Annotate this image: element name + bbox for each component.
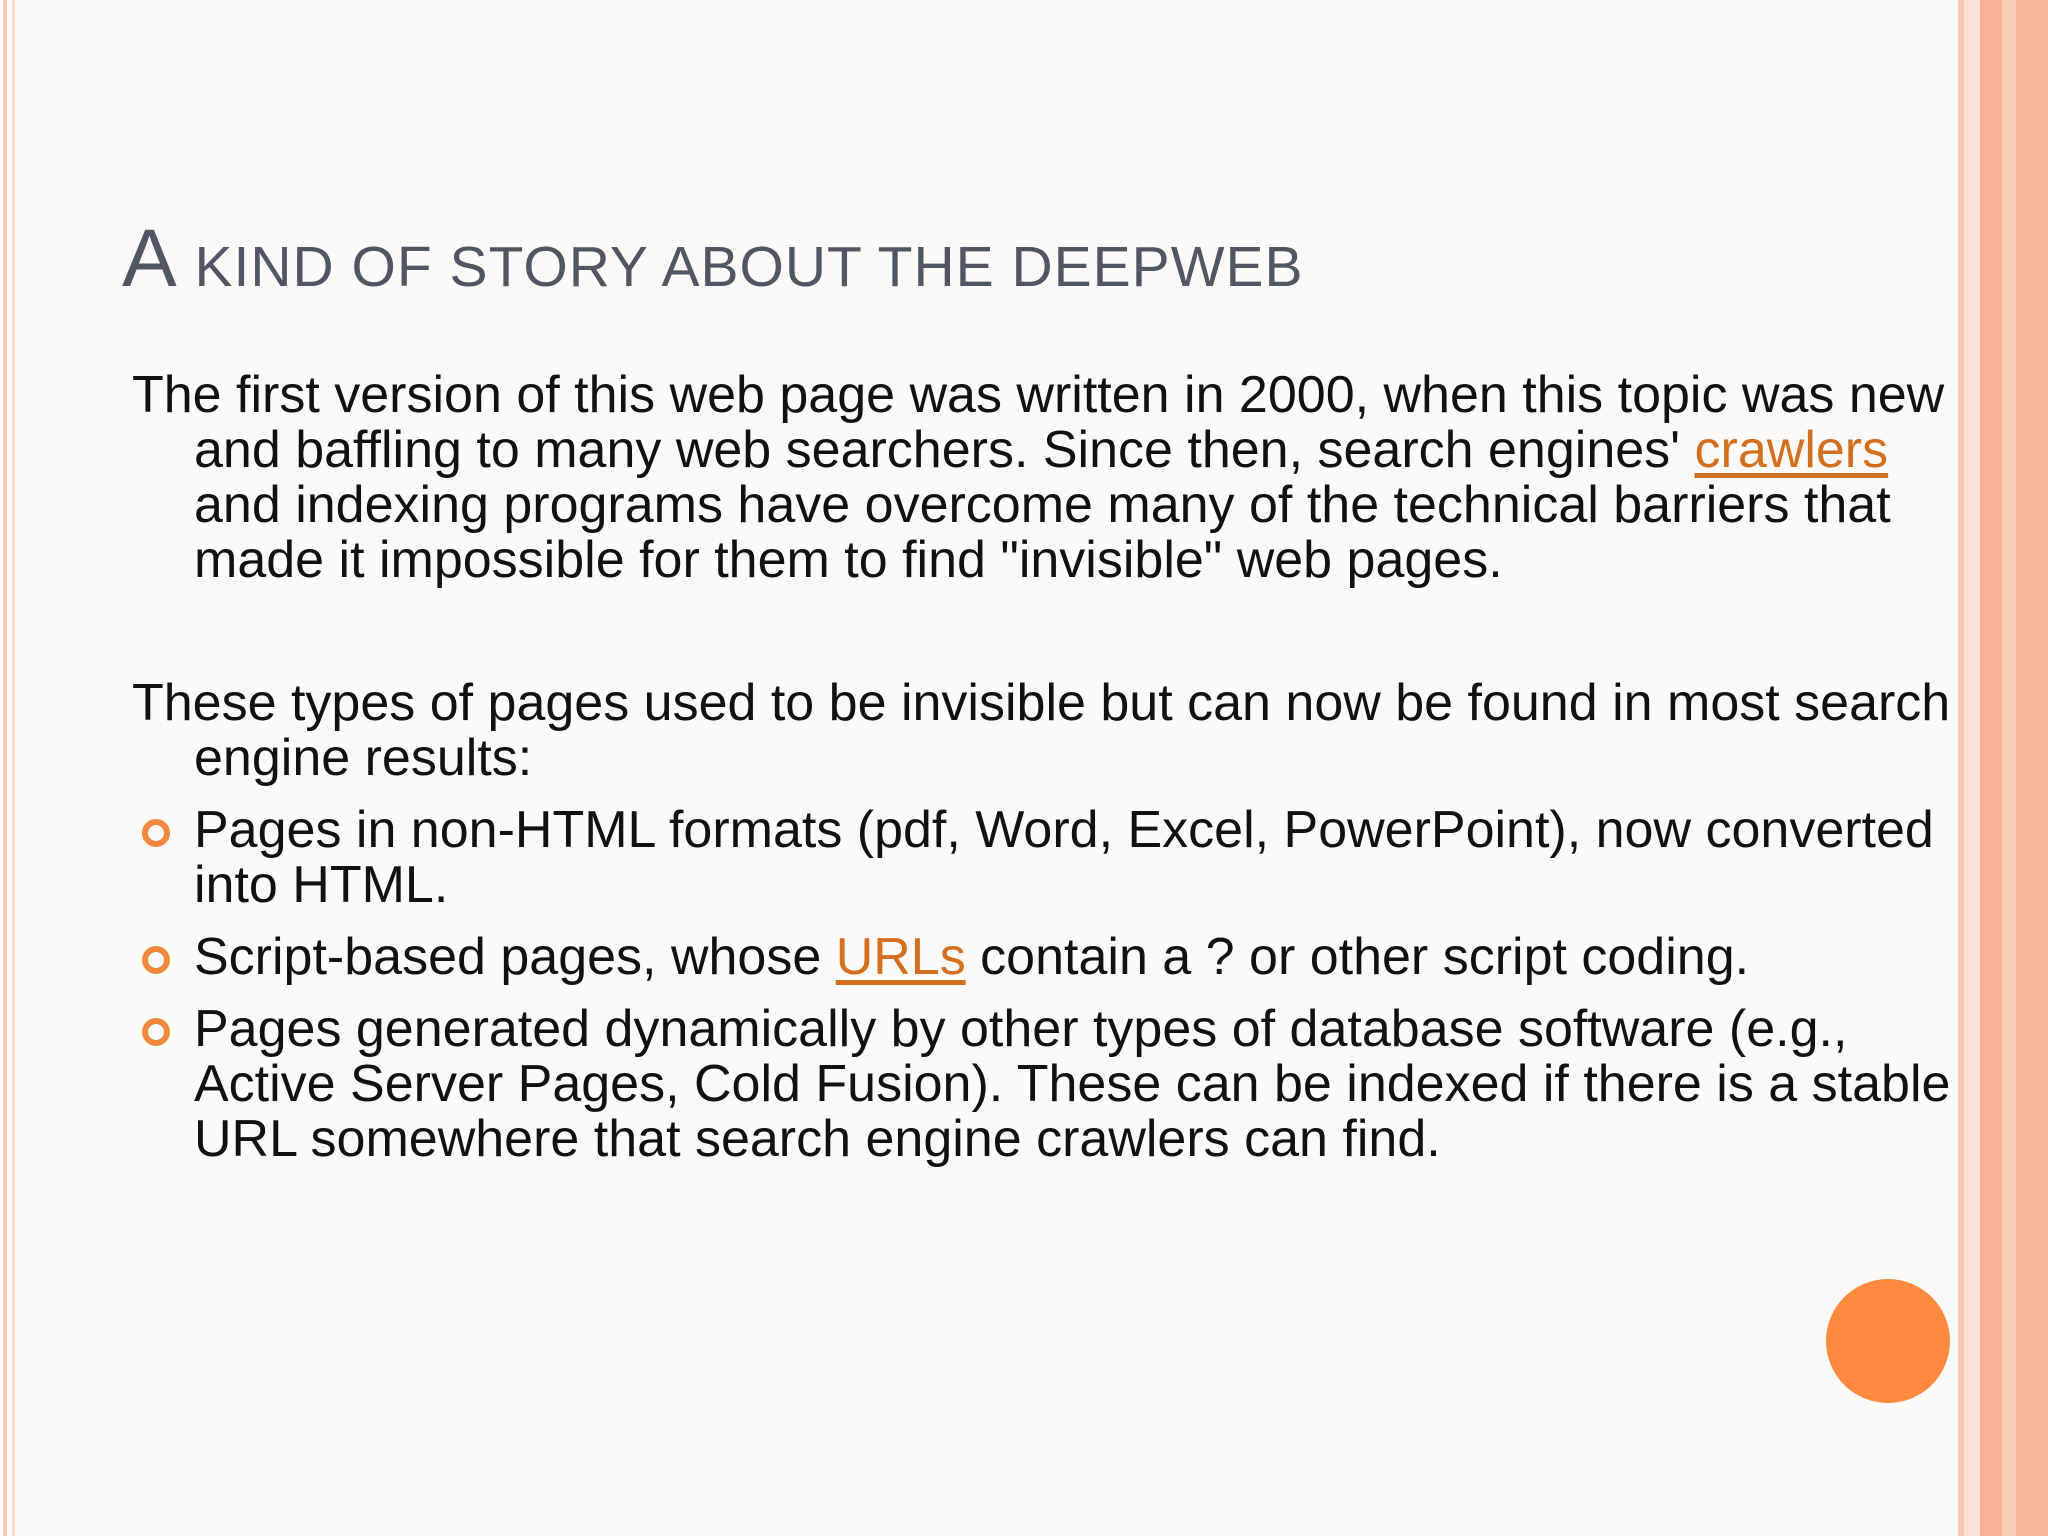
bullet-text-2: contain a ? or other script coding. <box>965 928 1750 986</box>
left-border-rule-inner <box>12 0 15 1536</box>
slide-title <box>122 212 1304 306</box>
urls-link[interactable]: URLs <box>835 928 966 986</box>
bullet-text: Pages in non-HTML formats (pdf, Word, Excel, PowerPoint), now converted into HTML. <box>194 801 1934 914</box>
slide-title-initial: A <box>122 213 178 304</box>
bullet-item <box>132 803 1952 913</box>
paragraph-types: These types of pages used to be invisible but can now be found in most search engine results: <box>132 674 1951 787</box>
bullet-ring-icon <box>142 819 170 847</box>
slide-body <box>132 368 1952 1184</box>
bullet-text: Pages generated dynamically by other types of database software (e.g., Active Server Pages, Cold Fusion). These can be indexed if there is a stable URL somewhere that search engine crawlers can find. <box>194 1000 1951 1168</box>
slide-title-rest: KIND OF STORY ABOUT THE DEEPWEB <box>177 235 1304 299</box>
paragraph-intro-text-1: The first version of this web page was written in 2000, when this topic was new and baffling to many web searchers. Since then, search engines' <box>132 366 1945 479</box>
bullet-text-1: Script-based pages, whose <box>194 928 836 986</box>
bullet-ring-icon <box>142 1018 170 1046</box>
paragraph-intro-text-2: and indexing programs have overcome many of the technical barriers that made it impossible for them to find "invisible" web pages. <box>194 476 1891 589</box>
orange-circle-icon <box>1826 1279 1950 1403</box>
paragraph-spacer <box>132 588 1952 676</box>
bullet-item <box>132 1002 1952 1167</box>
bullet-item <box>132 930 1952 985</box>
paragraph-intro <box>132 368 1952 588</box>
bullet-list <box>132 803 1952 1167</box>
right-border-band-mid <box>1980 0 2002 1536</box>
right-border-band-outer <box>2016 0 2048 1536</box>
bullet-ring-icon <box>142 946 170 974</box>
left-border-rule <box>3 0 7 1536</box>
crawlers-link[interactable]: crawlers <box>1694 421 1889 479</box>
right-border-band-light <box>2002 0 2016 1536</box>
right-border-band-gap <box>1964 0 1980 1536</box>
